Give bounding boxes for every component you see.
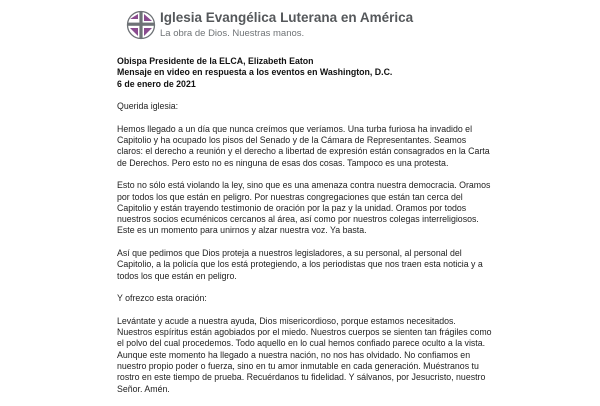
prayer-intro: Y ofrezco esta oración: <box>117 293 207 304</box>
prayer-text: Levántate y acude a nuestra ayuda, Dios misericordioso, porque estamos necesitados. Nuestros espíritus están agobiados por el miedo. Nuestros cuerpos se sienten tan frágiles como el polvo del cual procedemos. Todo aquello en lo cual hemos confiado parece oculto a la vista. Aunque este momento ha llegado a nuestra nación, no nos has olvidado. No confiamos en nuestro propio poder o fuerza, sino en tu amor inmutable en cada generación. Muéstranos tu rostro en este tiempo de prueba. Recuérdanos tu fidelidad. Y sálvanos, por Jesucristo, nuestro Señor. Amén. <box>117 315 492 394</box>
org-name: Iglesia Evangélica Luterana en América <box>160 10 414 25</box>
paragraph-3: Así que pedimos que Dios proteja a nuestros legisladores, a su personal, al personal del Capitolio, a la policía que los está protegiendo, a los periodistas que nos traen esta noticia y a todos los que están en peligro. <box>117 248 483 281</box>
paragraph-1: Hemos llegado a un día que nunca creímos que veríamos. Una turba furiosa ha invadido el Capitolio y ha ocupado los pisos del Senado y de la Cámara de Representantes. Seamos claros: el derecho a reunión y el derecho a libertad de expresión están consagrados en la Carta de Derechos. Pero esto no es ninguna de esas dos cosas. Tampoco es una protesta. <box>117 123 490 168</box>
letter-heading <box>117 56 492 90</box>
paragraph-2: Esto no sólo está violando la ley, sino que es una amenaza contra nuestra democracia. Oramos por todos los que están en peligro. Por nuestras congregaciones que están tan cerca del Capitolio y están trayendo testimonio de oración por la paz y la unidad. Oramos por todos nuestros socios ecuménicos cercanos al área, así como por nuestros colegas interreligiosos. Este es un momento para unirnos y alzar nuestra voz. Ya basta. <box>117 180 491 236</box>
heading-author: Obispa Presidente de la ELCA, Elizabeth Eaton <box>117 56 314 66</box>
heading-date: 6 de enero de 2021 <box>117 78 196 89</box>
letter-body <box>117 56 492 406</box>
heading-subject: Mensaje en video en respuesta a los eventos en Washington, D.C. <box>117 67 393 78</box>
elca-cross-logo-icon <box>126 10 156 40</box>
org-tagline: La obra de Dios. Nuestras manos. <box>160 28 305 39</box>
salutation: Querida iglesia: <box>117 101 179 112</box>
